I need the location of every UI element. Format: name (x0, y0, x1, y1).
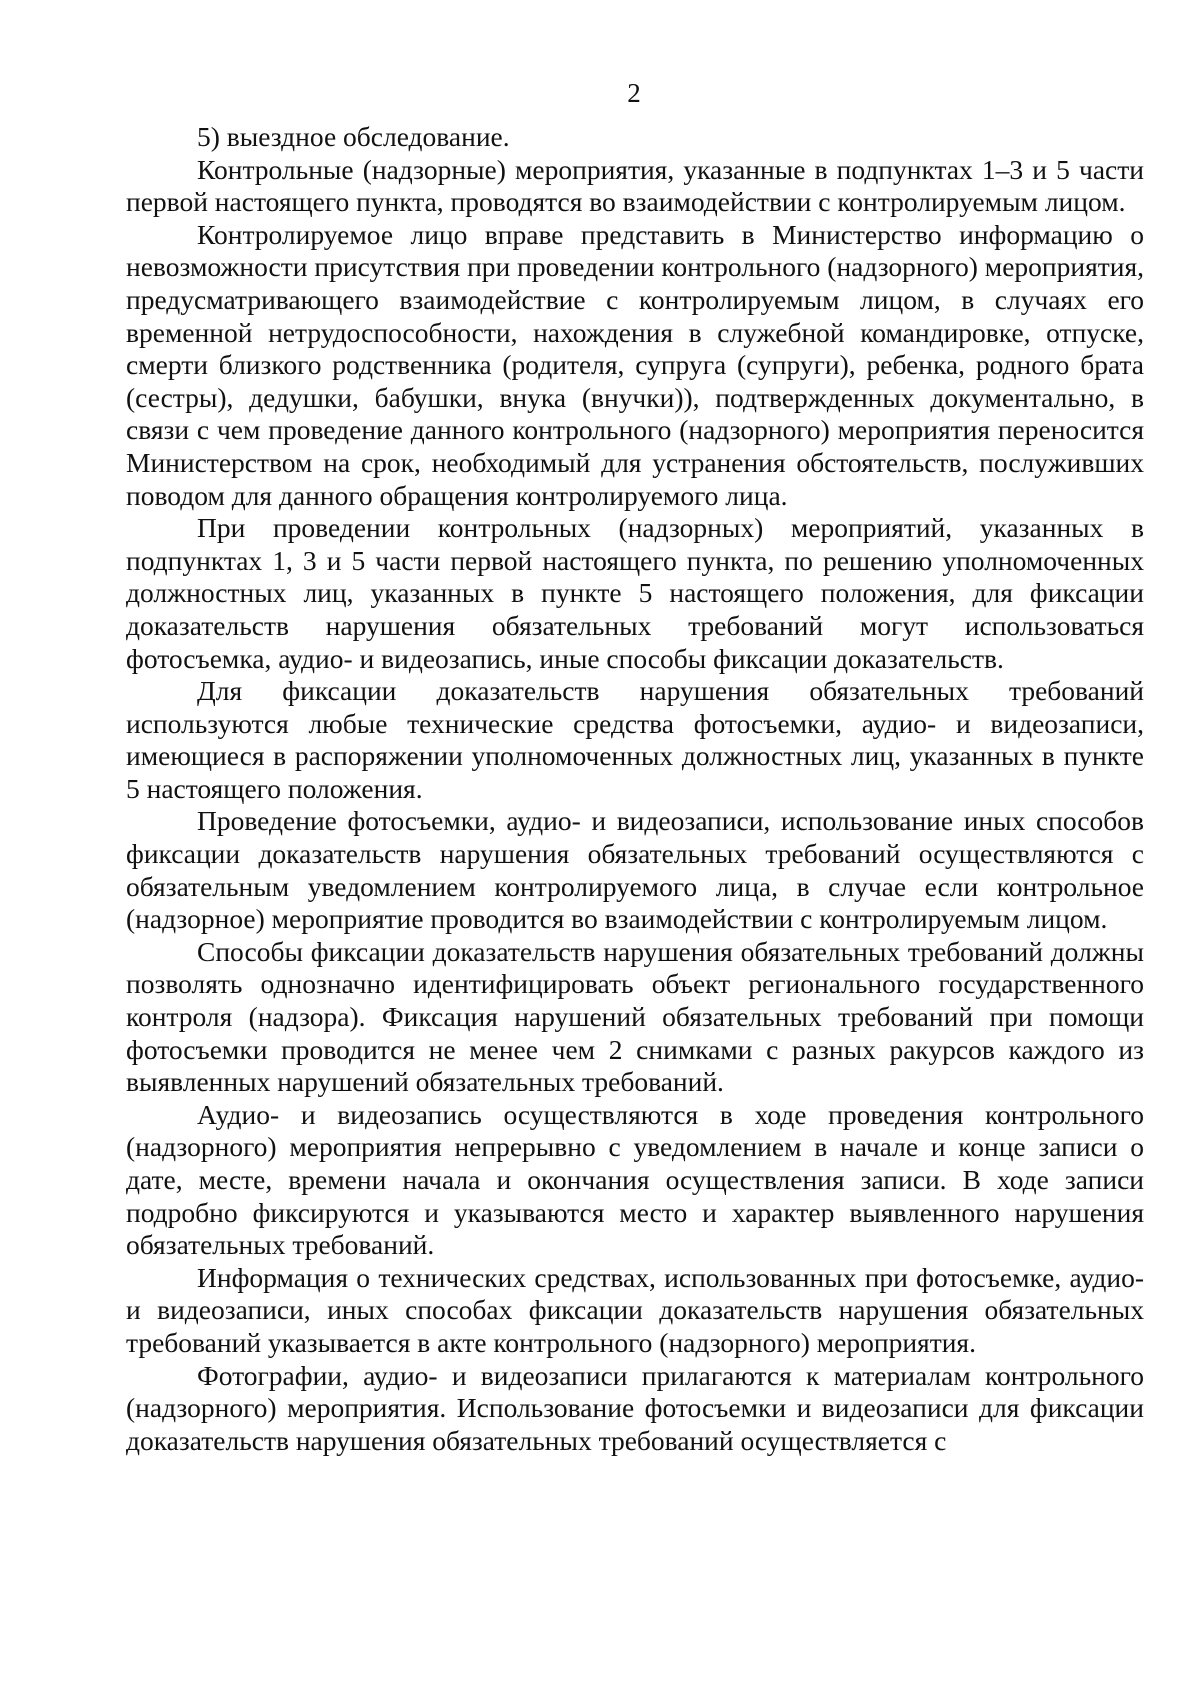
page-number: 2 (627, 78, 641, 108)
paragraph-mandatory-notification: Проведение фотосъемки, аудио- и видеозаписи, использование иных способов фиксации доказательств нарушения обязательных требований осуществляются с обязательным уведомлением контролируемого лица, в случае если контрольное (надзорное) мероприятие проводится во взаимодействии с контролируемым лицом. (126, 805, 1144, 935)
paragraph-absence-notice: Контролируемое лицо вправе представить в Министерство информацию о невозможности присутствия при проведении контрольного (надзорного) мероприятия, предусматривающего взаимодействие с контролируемым лицом, в случаях его временной нетрудоспособности, нахождения в служебной командировке, отпуске, смерти близкого родственника (родителя, супруга (супруги), ребенка, родного брата (сестры), дедушки, бабушки, внука (внучки)), подтвержденных документально, в связи с чем проведение данного контрольного (надзорного) мероприятия переносится Министерством на срок, необходимый для устранения обстоятельств, послуживших поводом для данного обращения контролируемого лица. (126, 218, 1144, 511)
paragraph-act-information: Информация о технических средствах, использованных при фотосъемке, аудио- и видеозаписи, иных способах фиксации доказательств нарушения обязательных требований указывается в акте контрольного (надзорного) мероприятия. (126, 1261, 1144, 1358)
paragraph-audio-video-recording: Аудио- и видеозапись осуществляются в ходе проведения контрольного (надзорного) мероприятия непрерывно с уведомлением в начале и конце записи о дате, месте, времени начала и окончания осуществления записи. В ходе записи подробно фиксируются и указываются место и характер выявленного нарушения обязательных требований. (126, 1098, 1144, 1261)
paragraph-attachments: Фотографии, аудио- и видеозаписи прилагаются к материалам контрольного (надзорного) мероприятия. Использование фотосъемки и видеозаписи для фиксации доказательств нарушения обязательных требований осуществляется с (126, 1359, 1144, 1456)
paragraph-evidence-recording: При проведении контрольных (надзорных) мероприятий, указанных в подпунктах 1, 3 и 5 части первой настоящего пункта, по решению уполномоченных должностных лиц, указанных в пункте 5 настоящего положения, для фиксации доказательств нарушения обязательных требований могут использоваться фотосъемка, аудио- и видеозапись, иные способы фиксации доказательств. (126, 512, 1144, 674)
paragraph-interaction-measures: Контрольные (надзорные) мероприятия, указанные в подпунктах 1–3 и 5 части первой настоящего пункта, проводятся во взаимодействии с контролируемым лицом. (126, 153, 1144, 218)
paragraph-technical-means: Для фиксации доказательств нарушения обязательных требований используются любые технические средства фотосъемки, аудио- и видеозаписи, имеющиеся в распоряжении уполномоченных должностных лиц, указанных в пункте 5 настоящего положения. (126, 675, 1144, 804)
paragraph-item-5-onsite-inspection: 5) выездное обследование. (197, 121, 510, 152)
document-body (126, 121, 1144, 1457)
paragraph-fixation-methods: Способы фиксации доказательств нарушения обязательных требований должны позволять однозначно идентифицировать объект регионального государственного контроля (надзора). Фиксация нарушений обязательных требований при помощи фотосъемки проводится не менее чем 2 снимками с разных ракурсов каждого из выявленных нарушений обязательных требований. (126, 935, 1144, 1098)
